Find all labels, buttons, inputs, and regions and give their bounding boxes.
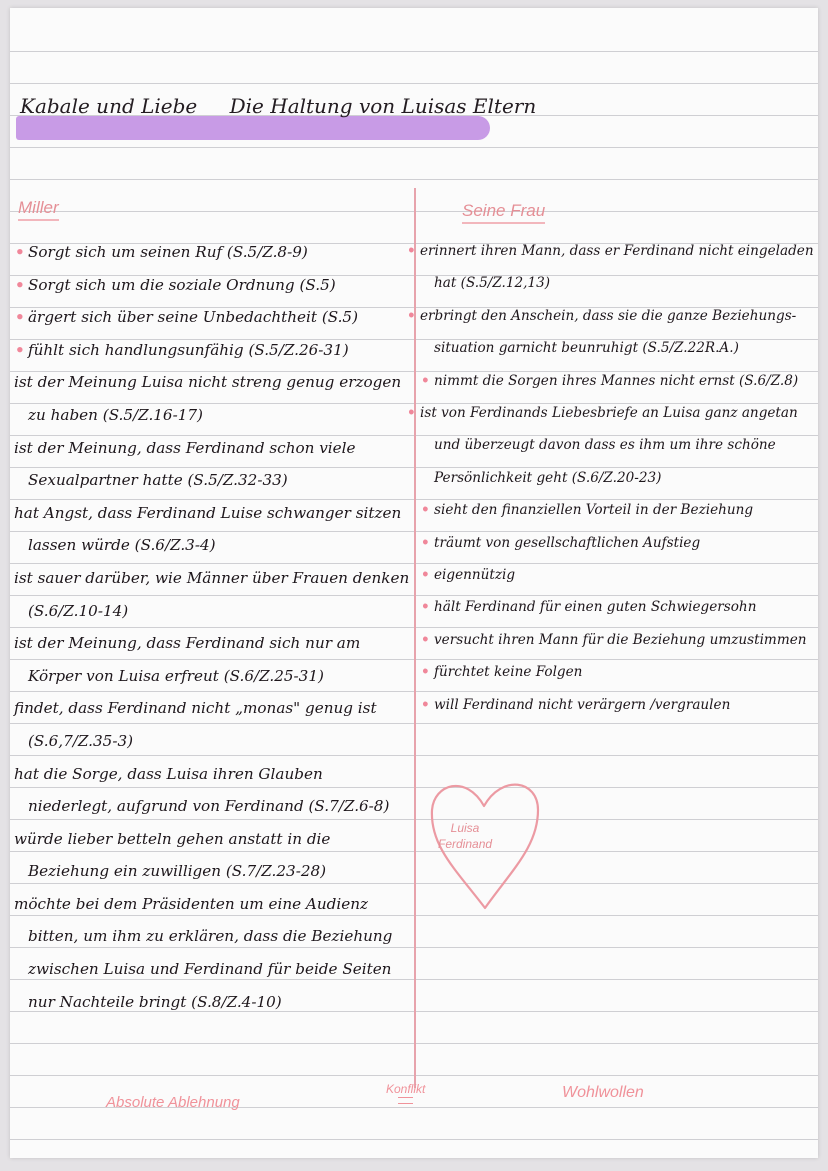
list-item: • ist sauer darüber, wie Männer über Frauen denken (S.6/Z.10-14) [14,562,410,627]
list-item: • sieht den finanziellen Vorteil in der Beziehung [420,494,816,526]
list-item: • hat Angst, dass Ferdinand Luise schwanger sitzen lassen würde (S.6/Z.3-4) [14,497,410,562]
list-item: • erinnert ihren Mann, dass er Ferdinand nicht eingeladen hat (S.5/Z.12,13) [420,235,816,300]
notebook-page [10,8,818,1158]
heart-name-ferdinand: Ferdinand [438,837,493,851]
list-item: • ist der Meinung, dass Ferdinand schon viele Sexualpartner hatte (S.5/Z.32-33) [14,432,410,497]
heading-miller: Miller [18,198,59,217]
seine-frau-list [420,235,816,721]
title-highlight [16,116,490,140]
list-item: • fühlt sich handlungsunfähig (S.5/Z.26-31) [14,334,410,367]
list-item: • ärgert sich über seine Unbedachtheit (S.5) [14,301,410,334]
list-item: • Sorgt sich um seinen Ruf (S.5/Z.8-9) [14,236,410,269]
list-item: • fürchtet keine Folgen [420,656,816,688]
heart-name-luisa: Luisa [450,821,480,835]
list-item: • will Ferdinand nicht verärgern /vergraulen [420,689,816,721]
list-item: • träumt von gesellschaftlichen Aufstieg [420,527,816,559]
list-item: • findet, dass Ferdinand nicht „monas" genug ist (S.6,7/Z.35-3) [14,692,410,757]
title-topic: Die Haltung von Luisas Eltern [229,94,537,118]
title-work: Kabale und Liebe [20,94,198,118]
footer-absolute-ablehnung: Absolute Ablehnung [106,1094,240,1111]
list-item: • ist der Meinung Luisa nicht streng genug erzogen zu haben (S.5/Z.16-17) [14,366,410,431]
list-item: • versucht ihren Mann für die Beziehung umzustimmen [420,624,816,656]
miller-list [14,236,410,1018]
list-item: • ist der Meinung, dass Ferdinand sich nur am Körper von Luisa erfreut (S.6/Z.25-31) [14,627,410,692]
list-item: • ist von Ferdinands Liebesbriefe an Luisa ganz angetan und überzeugt davon dass es ihm um ihre schöne Persönlichkeit geht (S.6/Z.20-23) [420,397,816,494]
footer-konflikt: Konflikt [386,1082,426,1096]
list-item: • Sorgt sich um die soziale Ordnung (S.5) [14,269,410,302]
list-item: • hat die Sorge, dass Luisa ihren Glauben niederlegt, aufgrund von Ferdinand (S.7/Z.6-8) [14,758,410,823]
heart-label [438,820,492,852]
list-item: • hält Ferdinand für einen guten Schwiegersohn [420,591,816,623]
page-title [20,94,536,118]
list-item: • würde lieber betteln gehen anstatt in die Beziehung ein zuwilligen (S.7/Z.23-28) [14,823,410,888]
list-item: • erbringt den Anschein, dass sie die ganze Beziehungs-situation garnicht beunruhigt (S.5/Z.22R.A.) [420,300,816,365]
heading-seine-frau: Seine Frau [462,201,546,220]
list-item: • nimmt die Sorgen ihres Mannes nicht ernst (S.6/Z.8) [420,365,816,397]
list-item: • eigennützig [420,559,816,591]
list-item: • möchte bei dem Präsidenten um eine Audienz bitten, um ihm zu erklären, dass die Beziehung zwischen Luisa und Ferdinand für beide Seiten nur Nachteile bringt (S.8/Z.4-10) [14,888,410,1018]
footer-wohlwollen: Wohlwollen [562,1084,644,1101]
